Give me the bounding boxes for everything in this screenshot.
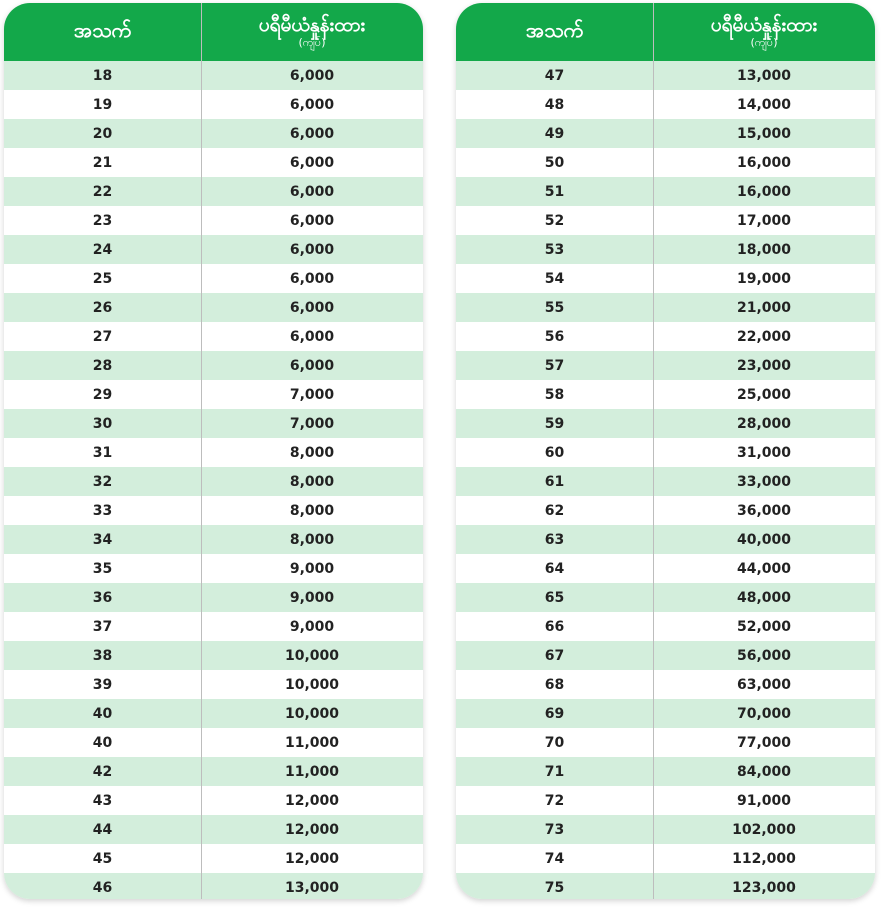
premium-cell: 14,000 — [736, 96, 792, 113]
age-cell: 25 — [92, 270, 113, 287]
premium-cell: 52,000 — [736, 618, 792, 635]
premium-cell: 28,000 — [736, 415, 792, 432]
premium-cell: 9,000 — [289, 589, 335, 606]
table-row — [4, 119, 423, 148]
age-cell: 27 — [92, 328, 113, 345]
table-row — [456, 554, 875, 583]
age-cell: 35 — [92, 560, 113, 577]
table-row — [4, 467, 423, 496]
premium-cell: 6,000 — [289, 96, 335, 113]
table-row — [456, 206, 875, 235]
table-row — [4, 612, 423, 641]
premium-cell: 13,000 — [736, 67, 792, 84]
age-cell: 44 — [92, 821, 113, 838]
table-row — [4, 90, 423, 119]
premium-cell: 19,000 — [736, 270, 792, 287]
premium-table-left — [4, 3, 423, 899]
premium-cell: 84,000 — [736, 763, 792, 780]
premium-cell: 10,000 — [284, 705, 340, 722]
age-cell: 23 — [92, 212, 113, 229]
table-row — [4, 786, 423, 815]
table-row — [456, 351, 875, 380]
table-row — [456, 815, 875, 844]
age-cell: 33 — [92, 502, 113, 519]
age-cell: 26 — [92, 299, 113, 316]
age-cell: 51 — [544, 183, 565, 200]
premium-cell: 6,000 — [289, 328, 335, 345]
premium-cell: 31,000 — [736, 444, 792, 461]
premium-cell: 9,000 — [289, 560, 335, 577]
column-divider — [201, 3, 202, 899]
age-cell: 22 — [92, 183, 113, 200]
age-cell: 52 — [544, 212, 565, 229]
table-row — [4, 641, 423, 670]
table-row — [4, 873, 423, 899]
age-cell: 40 — [92, 705, 113, 722]
age-cell: 69 — [544, 705, 565, 722]
age-cell: 34 — [92, 531, 113, 548]
table-row — [4, 554, 423, 583]
premium-cell: 8,000 — [289, 531, 335, 548]
table-row — [456, 409, 875, 438]
age-cell: 66 — [544, 618, 565, 635]
premium-cell: 33,000 — [736, 473, 792, 490]
premium-cell: 6,000 — [289, 270, 335, 287]
table-header — [4, 3, 423, 61]
age-column-header: အသက် — [73, 18, 132, 42]
table-row — [456, 699, 875, 728]
age-cell: 62 — [544, 502, 565, 519]
table-row — [456, 264, 875, 293]
age-cell: 54 — [544, 270, 565, 287]
age-cell: 58 — [544, 386, 565, 403]
age-cell: 59 — [544, 415, 565, 432]
premium-cell: 25,000 — [736, 386, 792, 403]
table-row — [456, 90, 875, 119]
premium-cell: 11,000 — [284, 734, 340, 751]
table-row — [456, 467, 875, 496]
premium-cell: 18,000 — [736, 241, 792, 258]
age-cell: 39 — [92, 676, 113, 693]
premium-cell: 12,000 — [284, 850, 340, 867]
table-row — [4, 496, 423, 525]
premium-column-header — [201, 3, 423, 61]
table-row — [4, 844, 423, 873]
age-cell: 74 — [544, 850, 565, 867]
age-cell: 64 — [544, 560, 565, 577]
age-cell: 56 — [544, 328, 565, 345]
table-row — [4, 206, 423, 235]
table-row — [4, 728, 423, 757]
premium-cell: 6,000 — [289, 125, 335, 142]
age-cell: 49 — [544, 125, 565, 142]
premium-cell: 63,000 — [736, 676, 792, 693]
table-row — [456, 670, 875, 699]
age-cell: 20 — [92, 125, 113, 142]
table-row — [456, 641, 875, 670]
premium-header-label: ပရီမီယံနှုန်းထား — [258, 13, 366, 36]
age-cell: 40 — [92, 734, 113, 751]
premium-cell: 17,000 — [736, 212, 792, 229]
table-body — [4, 61, 423, 899]
table-row — [456, 786, 875, 815]
age-cell: 70 — [544, 734, 565, 751]
table-row — [4, 61, 423, 90]
table-row — [4, 699, 423, 728]
premium-cell: 6,000 — [289, 67, 335, 84]
table-row — [4, 757, 423, 786]
age-cell: 61 — [544, 473, 565, 490]
premium-cell: 8,000 — [289, 502, 335, 519]
age-cell: 42 — [92, 763, 113, 780]
table-row — [456, 525, 875, 554]
premium-cell: 13,000 — [284, 879, 340, 896]
table-row — [456, 844, 875, 873]
premium-header-unit: (ကျပ်) — [298, 35, 326, 49]
table-row — [4, 177, 423, 206]
table-row — [456, 148, 875, 177]
premium-cell: 36,000 — [736, 502, 792, 519]
age-cell: 32 — [92, 473, 113, 490]
premium-cell: 48,000 — [736, 589, 792, 606]
age-cell: 57 — [544, 357, 565, 374]
age-cell: 68 — [544, 676, 565, 693]
age-cell: 19 — [92, 96, 113, 113]
age-cell: 46 — [92, 879, 113, 896]
age-cell: 29 — [92, 386, 113, 403]
premium-cell: 11,000 — [284, 763, 340, 780]
premium-cell: 6,000 — [289, 154, 335, 171]
table-row — [4, 351, 423, 380]
table-row — [456, 496, 875, 525]
table-row — [4, 409, 423, 438]
age-cell: 73 — [544, 821, 565, 838]
age-cell: 75 — [544, 879, 565, 896]
premium-column-header — [653, 3, 875, 61]
table-row — [456, 380, 875, 409]
premium-cell: 7,000 — [289, 386, 335, 403]
premium-cell: 22,000 — [736, 328, 792, 345]
table-row — [456, 728, 875, 757]
table-row — [4, 438, 423, 467]
age-cell: 31 — [92, 444, 113, 461]
age-cell: 45 — [92, 850, 113, 867]
table-row — [4, 148, 423, 177]
premium-cell: 9,000 — [289, 618, 335, 635]
age-cell: 63 — [544, 531, 565, 548]
age-cell: 72 — [544, 792, 565, 809]
premium-cell: 6,000 — [289, 212, 335, 229]
table-row — [4, 235, 423, 264]
premium-cell: 70,000 — [736, 705, 792, 722]
column-divider — [653, 3, 654, 899]
age-cell: 30 — [92, 415, 113, 432]
table-row — [4, 380, 423, 409]
age-cell: 50 — [544, 154, 565, 171]
table-row — [4, 815, 423, 844]
premium-cell: 10,000 — [284, 676, 340, 693]
premium-cell: 8,000 — [289, 444, 335, 461]
age-cell: 55 — [544, 299, 565, 316]
premium-cell: 102,000 — [732, 821, 796, 838]
age-cell: 36 — [92, 589, 113, 606]
premium-header-unit: (ကျပ်) — [750, 35, 778, 49]
table-row — [456, 119, 875, 148]
premium-cell: 12,000 — [284, 792, 340, 809]
premium-cell: 40,000 — [736, 531, 792, 548]
table-row — [456, 61, 875, 90]
table-row — [4, 525, 423, 554]
premium-cell: 16,000 — [736, 154, 792, 171]
premium-cell: 15,000 — [736, 125, 792, 142]
premium-cell: 123,000 — [732, 879, 796, 896]
age-cell: 43 — [92, 792, 113, 809]
table-row — [456, 177, 875, 206]
age-cell: 28 — [92, 357, 113, 374]
premium-cell: 6,000 — [289, 357, 335, 374]
table-row — [456, 583, 875, 612]
age-cell: 24 — [92, 241, 113, 258]
premium-cell: 21,000 — [736, 299, 792, 316]
premium-cell: 77,000 — [736, 734, 792, 751]
table-row — [456, 293, 875, 322]
premium-cell: 56,000 — [736, 647, 792, 664]
premium-cell: 44,000 — [736, 560, 792, 577]
premium-cell: 8,000 — [289, 473, 335, 490]
premium-cell: 23,000 — [736, 357, 792, 374]
table-header — [456, 3, 875, 61]
table-row — [4, 322, 423, 351]
age-cell: 37 — [92, 618, 113, 635]
age-cell: 48 — [544, 96, 565, 113]
table-row — [4, 264, 423, 293]
premium-cell: 91,000 — [736, 792, 792, 809]
table-row — [456, 612, 875, 641]
age-cell: 38 — [92, 647, 113, 664]
age-cell: 67 — [544, 647, 565, 664]
table-row — [456, 438, 875, 467]
table-row — [456, 873, 875, 899]
age-cell: 53 — [544, 241, 565, 258]
age-cell: 47 — [544, 67, 565, 84]
table-body — [456, 61, 875, 899]
premium-cell: 10,000 — [284, 647, 340, 664]
premium-cell: 7,000 — [289, 415, 335, 432]
age-column-header: အသက် — [525, 18, 584, 42]
premium-table-right — [456, 3, 875, 899]
premium-header-label: ပရီမီယံနှုန်းထား — [710, 13, 818, 36]
age-cell: 21 — [92, 154, 113, 171]
premium-cell: 112,000 — [732, 850, 796, 867]
premium-cell: 6,000 — [289, 299, 335, 316]
age-cell: 65 — [544, 589, 565, 606]
table-row — [456, 235, 875, 264]
premium-cell: 12,000 — [284, 821, 340, 838]
table-row — [4, 583, 423, 612]
premium-cell: 6,000 — [289, 183, 335, 200]
premium-cell: 6,000 — [289, 241, 335, 258]
table-row — [456, 322, 875, 351]
age-cell: 71 — [544, 763, 565, 780]
premium-cell: 16,000 — [736, 183, 792, 200]
table-row — [4, 670, 423, 699]
age-cell: 60 — [544, 444, 565, 461]
age-cell: 18 — [92, 67, 113, 84]
table-row — [4, 293, 423, 322]
table-row — [456, 757, 875, 786]
